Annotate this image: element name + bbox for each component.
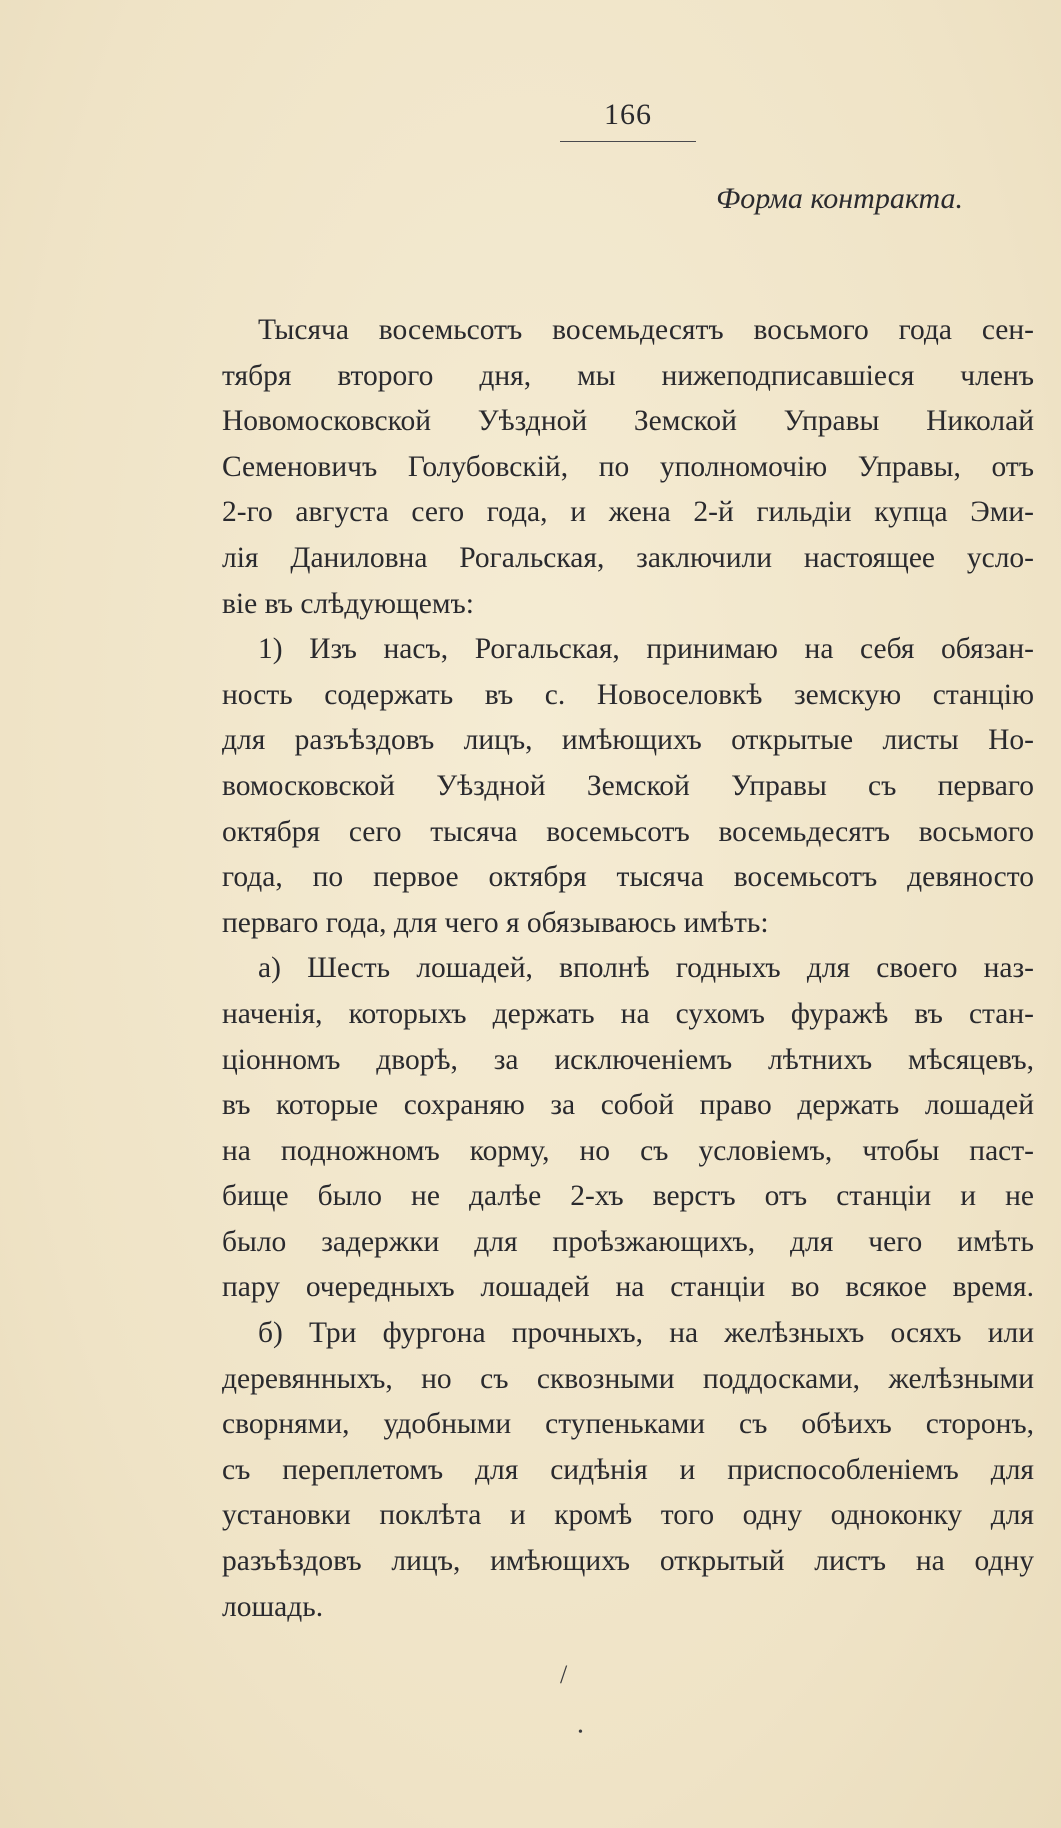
text-line: деревянныхъ, но съ сквозными поддосками, желѣзными: [222, 1362, 1034, 1395]
text-line: пару очередныхъ лошадей на станціи во всякое время.: [222, 1271, 1034, 1304]
text-line: Тысяча восемьсотъ восемьдесятъ восьмого года сен-: [258, 314, 1034, 346]
text-line: ціонномъ дворѣ, за исключеніемъ лѣтнихъ мѣсяцевъ,: [222, 1043, 1034, 1076]
text-line: октября сего тысяча восемьсотъ восемьдесятъ восьмого: [222, 815, 1034, 848]
text-line: сворнями, удобными ступеньками съ обѣихъ сторонъ,: [222, 1408, 1034, 1441]
text-line: съ переплетомъ для сидѣнія и приспособленіемъ для: [222, 1453, 1034, 1486]
text-line: разъѣздовъ лицъ, имѣющихъ открытый листъ на одну: [222, 1545, 1034, 1578]
text-line: 2-го августа сего года, и жена 2-й гильдіи купца Эми-: [222, 496, 1034, 529]
text-line: тября второго дня, мы нижеподписавшіеся членъ: [222, 359, 1034, 392]
text-line: 1) Изъ насъ, Рогальская, принимаю на себя обязан-: [258, 633, 1034, 666]
text-line: вомосковской Уѣздной Земской Управы съ перваго: [222, 769, 1034, 802]
text-line: ность содержать въ с. Новоселовкѣ земскую станцію: [222, 678, 1034, 711]
text-line: на подножномъ корму, но съ условіемъ, чтобы паст-: [222, 1134, 1034, 1167]
page-number-rule: [560, 141, 696, 142]
section-heading: Форма контракта.: [716, 182, 963, 215]
text-line: віе въ слѣдующемъ:: [222, 587, 474, 620]
text-line: Новомосковской Уѣздной Земской Управы Николай: [222, 405, 1034, 438]
text-line: лія Даниловна Рогальская, заключили настоящее усло-: [222, 541, 1034, 574]
page-number: 166: [604, 98, 652, 131]
text-line: б) Три фургона прочныхъ, на желѣзныхъ осяхъ или: [258, 1317, 1034, 1350]
text-line: а) Шесть лошадей, вполнѣ годныхъ для своего наз-: [258, 952, 1034, 985]
stray-ink-dot: •: [578, 1725, 583, 1740]
contract-body-text: [222, 308, 1034, 1630]
text-line: бище было не далѣе 2-хъ верстъ отъ станціи и не: [222, 1180, 1034, 1213]
text-line: установки поклѣта и кромѣ того одну одноконку для: [222, 1499, 1034, 1532]
text-line: въ которые сохраняю за собой право держать лошадей: [222, 1089, 1034, 1122]
text-line: было задержки для проѣзжающихъ, для чего имѣть: [222, 1225, 1034, 1258]
text-line: наченія, которыхъ держать на сухомъ фуражѣ въ стан-: [222, 997, 1034, 1030]
text-line: Семеновичъ Голубовскій, по уполномочію Управы, отъ: [222, 450, 1034, 483]
text-line: перваго года, для чего я обязываюсь имѣть:: [222, 906, 769, 939]
stray-ink-mark: /: [560, 1660, 568, 1689]
text-line: лошадь.: [222, 1590, 324, 1623]
text-line: для разъѣздовъ лицъ, имѣющихъ открытые листы Но-: [222, 724, 1034, 757]
text-line: года, по первое октября тысяча восемьсотъ девяносто: [222, 861, 1034, 894]
